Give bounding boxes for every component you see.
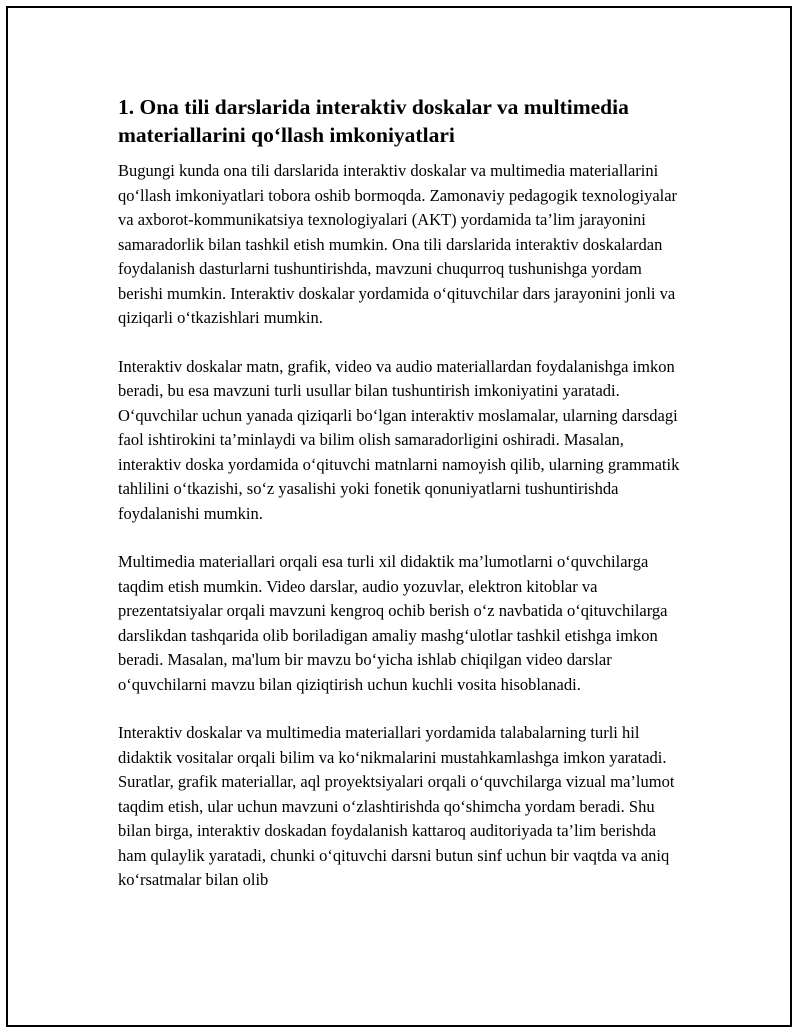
paragraph-1: Bugungi kunda ona tili darslarida interaktiv doskalar va multimedia materiallarini qo‘llash imkoniyatlari tobora oshib bormoqda. Zamonaviy pedagogik texnologiyalar va axborot-kommunikatsiya texnologiyalari (AKT) yordamida ta’lim jarayonini samaradorlik bilan tashkil etish mumkin. Ona tili darslarida interaktiv doskalardan foydalanish dasturlarni tushuntirishda, mavzuni chuqurroq tushunishga yordam berishi mumkin. Interaktiv doskalar yordamida o‘qituvchilar dars jarayonini jonli va qiziqarli o‘tkazishlari mumkin. <box>118 161 678 327</box>
paragraph-4: Interaktiv doskalar va multimedia materiallari yordamida talabalarning turli hil didaktik vositalar orqali bilim va ko‘nikmalarini mustahkamlashga imkon yaratadi. Suratlar, grafik materiallar, aql proyektsiyalari orqali o‘quvchilarga vizual ma’lumot taqdim etish, ular uchun mavzuni o‘zlashtirishda qo‘shimcha yordam beradi. Shu bilan birga, interaktiv doskadan foydalanish kattaroq auditoriyada ta’lim berishda ham qulaylik yaratadi, chunki o‘qituvchi darsni butun sinf uchun bir vaqtda va aniq ko‘rsatmalar bilan olib <box>118 723 675 889</box>
section-heading: 1. Ona tili darslarida interaktiv doskalar va multimedia materiallarini qo‘llash imkoniyatlari <box>118 95 629 147</box>
paragraph-2: Interaktiv doskalar matn, grafik, video va audio materiallardan foydalanishga imkon beradi, bu esa mavzuni turli usullar bilan tushuntirish imkoniyatini yaratadi. O‘quvchilar uchun yanada qiziqarli bo‘lgan interaktiv moslamalar, ularning darsdagi faol ishtirokini ta’minlaydi va bilim olish samaradorligini oshiradi. Masalan, interaktiv doska yordamida o‘qituvchi matnlarni namoyish qilib, ularning grammatik tahlilini o‘tkazishi, so‘z yasalishi yoki fonetik qonuniyatlarni tushuntirishda foydalanishi mumkin. <box>118 356 680 523</box>
document-body <box>118 93 688 917</box>
paragraph-3: Multimedia materiallari orqali esa turli xil didaktik ma’lumotlarni o‘quvchilarga taqdim etish mumkin. Video darslar, audio yozuvlar, elektron kitoblar va prezentatsiyalar orqali mavzuni kengroq ochib berish o‘z navbatida o‘qituvchilarga darslikdan tashqarida olib boriladigan amaliy mashg‘ulotlar tashkil etishga imkon beradi. Masalan, ma'lum bir mavzu bo‘yicha ishlab chiqilgan video darslar o‘quvchilarni mavzu bilan qiziqtirish uchun kuchli vosita hisoblanadi. <box>118 552 668 694</box>
